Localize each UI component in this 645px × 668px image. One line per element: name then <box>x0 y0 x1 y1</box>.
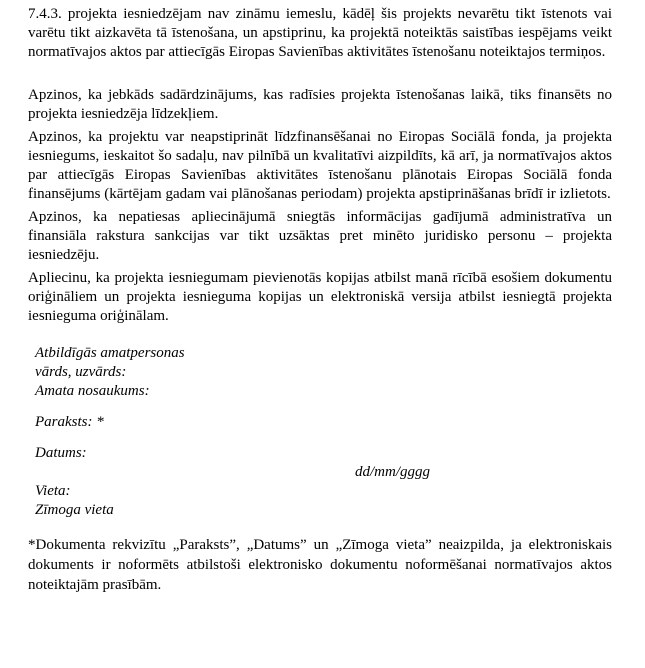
place-label: Vieta: <box>35 483 71 499</box>
paragraph-copies-conformity: Apliecinu, ka projekta iesniegumam pievienotās kopijas atbilst manā rīcībā esošiem dokumentu oriģināliem un projekta iesnieguma kopijas un elektroniskā versija atbilst iesniegtā projekta iesnieguma oriģinālam. <box>28 270 612 324</box>
name-surname-label: vārds, uzvārds: <box>35 364 127 380</box>
stamp-place-label: Zīmoga vieta <box>35 502 114 518</box>
paragraph-7-4-3: 7.4.3. projekta iesniedzējam nav zināmu iemeslu, kādēļ šis projekts nevarētu tikt īstenots vai varētu tikt aizkavēta tā īstenošana, un apstiprinu, ka projektā noteiktās saistības iespējams veikt normatīvajos aktos par attiecīgās Eiropas Savienības aktivitātes īstenošanu noteiktajos termiņos. <box>28 6 612 60</box>
paragraph-sanctions: Apzinos, ka nepatiesas apliecinājumā sniegtās informācijas gadījumā administratīva un finansiāla rakstura sankcijas var tikt uzsāktas pret minēto juridisko personu – projekta iesniedzēju. <box>28 209 612 263</box>
paragraph-non-approval: Apzinos, ka projektu var neapstiprināt līdzfinansēšanai no Eiropas Sociālā fonda, ja projekta iesniegums, ieskaitot šo sadaļu, nav pilnībā un kvalitatīvi aizpildīts, kā arī, ja normatīvajos aktos par attiecīgās Eiropas Savienības aktivitātes īstenošanu plānotais Eiropas Sociālā fonda finansējums (kārtējam gadam vai plānošanas periodam) projekta apstiprināšanas brīdī ir izlietots. <box>28 129 612 202</box>
signature-block <box>35 344 612 520</box>
responsible-official-label: Atbildīgās amatpersonas <box>35 345 185 361</box>
signature-label: Paraksts: * <box>35 414 104 430</box>
date-format-hint: dd/mm/gggg <box>355 464 430 480</box>
date-label: Datums: <box>35 445 87 461</box>
paragraph-cost-increase: Apzinos, ka jebkāds sadārdzinājums, kas radīsies projekta īstenošanas laikā, tiks finansēts no projekta iesniedzēja līdzekļiem. <box>28 87 612 122</box>
position-title-label: Amata nosaukums: <box>35 383 150 399</box>
footnote: *Dokumenta rekvizītu „Paraksts”, „Datums” un „Zīmoga vieta” neaizpilda, ja elektroniskais dokuments ir noformēts atbilstoši elektronisko dokumentu noformēšanai normatīvajos aktos noteiktajām prasībām. <box>28 537 612 593</box>
